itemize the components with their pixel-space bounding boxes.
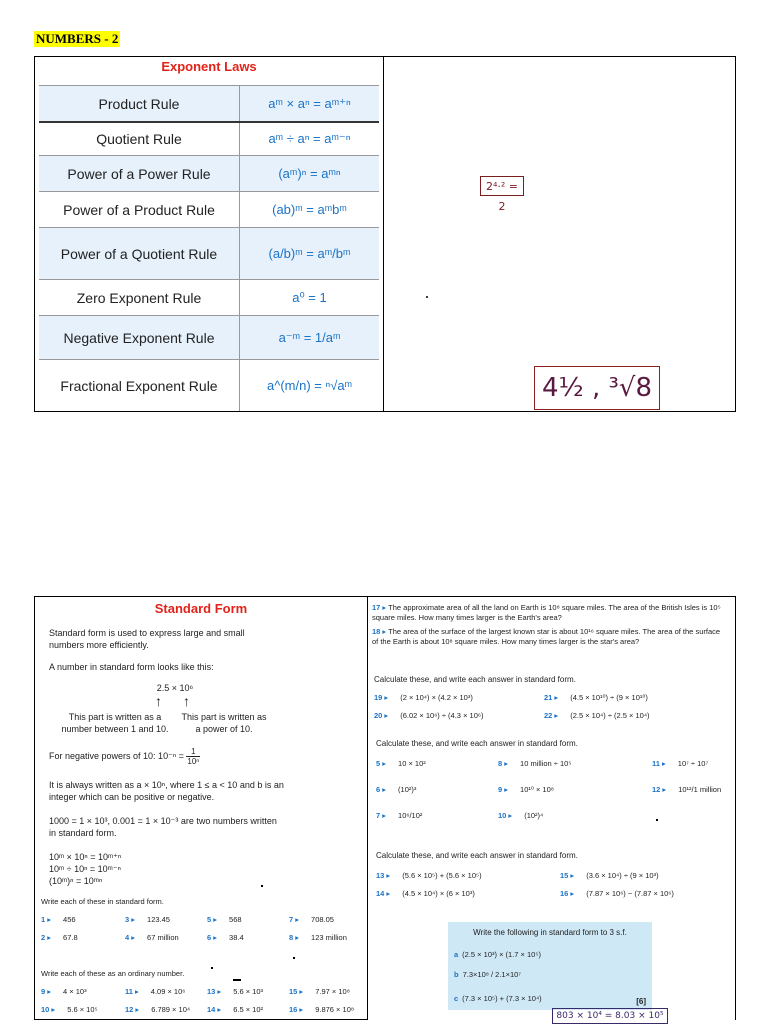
list-item: 9 ▸ 10¹⁰ × 10⁸ <box>498 785 554 794</box>
exponent-laws-frame <box>34 56 736 412</box>
negative-powers-line <box>49 747 289 766</box>
list-item: 22 ▸ (2.5 × 10⁴) ÷ (2.5 × 10⁴) <box>544 711 650 720</box>
negative-powers-fraction <box>186 747 200 766</box>
rule-formula: (a/b)ᵐ = aᵐ/bᵐ <box>239 228 379 279</box>
rule-formula: a⁰ = 1 <box>239 280 379 315</box>
part-left-text: This part is written as a number between 1 and 10. <box>61 712 169 734</box>
rule-name: Power of a Quotient Rule <box>60 245 218 262</box>
frame-divider <box>383 57 384 411</box>
rule-formula: aᵐ × aⁿ = aᵐ⁺ⁿ <box>239 86 379 121</box>
table-row <box>39 227 379 279</box>
table-row <box>39 359 379 411</box>
arrow-up-icon: ↑ <box>183 693 190 709</box>
rule-formula: a^(m/n) = ⁿ√aᵐ <box>239 360 379 411</box>
list-item: 10 ▸ (10²)⁴ <box>498 811 544 820</box>
rule-formula: (ab)ᵐ = aᵐbᵐ <box>239 192 379 227</box>
list-item: a (2.5 × 10³) × (1.7 × 10⁵) <box>454 950 541 959</box>
law-quotient: 10ᵐ ÷ 10ⁿ = 10ᵐ⁻ⁿ <box>49 864 121 874</box>
always-text: It is always written as a × 10ⁿ, where 1 ≤ a < 10 and b is an integer which can be positive or negative. <box>49 780 284 802</box>
list-item: 7 ▸ 10⁶/10² <box>376 811 423 820</box>
rule-formula: (aᵐ)ⁿ = aᵐⁿ <box>239 156 379 191</box>
box-title: Write the following in standard form to 3 s.f. <box>473 928 627 937</box>
handwritten-note-box: 4½ , ³√8 <box>534 366 660 410</box>
list-item: 8 ▸ 10 million ÷ 10⁵ <box>498 759 572 768</box>
intro-text: Standard form is used to express large and small numbers more efficiently. <box>49 628 245 650</box>
question-17: 17 ▸ The approximate area of all the land on Earth is 10⁸ square miles. The area of the British Isles is 10⁵ square miles. How many times larger is the Earth's area? <box>372 603 721 622</box>
standard-form-heading: Standard Form <box>154 601 248 616</box>
table-row <box>39 85 379 121</box>
list-item: 11 ▸ 10⁷ ÷ 10⁷ <box>652 759 709 768</box>
examples-text: 1000 = 1 × 10³, 0.001 = 1 × 10⁻³ are two numbers written in standard form. <box>49 816 277 838</box>
rule-name: Negative Exponent Rule <box>63 329 215 346</box>
rule-name: Power of a Power Rule <box>67 165 211 182</box>
instruction-calculate: Calculate these, and write each answer in standard form. <box>376 851 578 860</box>
list-item: 2 ▸ 67.8 <box>41 933 78 942</box>
arrow-up-icon: ↑ <box>155 693 162 709</box>
instruction-calculate: Calculate these, and write each answer in standard form. <box>374 675 576 684</box>
list-item: b 7.3×10⁸ / 2.1×10⁷ <box>454 970 522 979</box>
list-item: 16 ▸ (7.87 × 10⁶) − (7.87 × 10⁶) <box>560 889 674 898</box>
document-title: NUMBERS - 2 <box>36 31 119 46</box>
list-item: 13 ▸ (5.6 × 10⁵) + (5.6 × 10⁵) <box>376 871 482 880</box>
fraction-numerator: 1 <box>186 747 200 757</box>
list-item: 16 ▸ 9.876 × 10⁸ <box>289 1005 355 1014</box>
list-item: 5 ▸ 10 × 10² <box>376 759 426 768</box>
part-right-text: This part is written as a power of 10. <box>181 712 267 734</box>
question-18: 18 ▸ The area of the surface of the largest known star is about 10¹⁶ square miles. The area of the surface of the Earth is about 10⁸ square miles. How many times larger is the star's area? <box>372 627 721 646</box>
pen-dot <box>211 967 213 969</box>
negative-powers-label: For negative powers of 10: 10⁻ⁿ = <box>49 750 184 761</box>
rule-name: Quotient Rule <box>96 131 182 147</box>
list-item: 4 ▸ 67 million <box>125 933 179 942</box>
list-item: 9 ▸ 4 × 10³ <box>41 987 87 996</box>
list-item: 3 ▸ 123.45 <box>125 915 170 924</box>
list-item: 6 ▸ (10²)³ <box>376 785 417 794</box>
fraction-denominator: 10ⁿ <box>187 757 200 766</box>
marks-label: [6] <box>636 997 646 1006</box>
table-row <box>39 191 379 227</box>
list-item: 13 ▸ 5.6 × 10³ <box>207 987 264 996</box>
list-item: 1 ▸ 456 <box>41 915 76 924</box>
pen-dot <box>656 819 658 821</box>
list-item: 19 ▸ (2 × 10⁴) × (4.2 × 10³) <box>374 693 473 702</box>
list-item: 20 ▸ (6.02 × 10⁶) ÷ (4.3 × 10⁶) <box>374 711 484 720</box>
list-item: 10 ▸ 5.6 × 10⁵ <box>41 1005 98 1014</box>
pen-dot <box>426 296 428 298</box>
instruction-ordinary-number: Write each of these as an ordinary number. <box>41 969 185 978</box>
list-item: 8 ▸ 123 million <box>289 933 347 942</box>
list-item: 14 ▸ (4.5 × 10⁴) × (6 × 10³) <box>376 889 475 898</box>
table-row <box>39 315 379 359</box>
pen-dot <box>293 957 295 959</box>
law-product: 10ᵐ × 10ⁿ = 10ᵐ⁺ⁿ <box>49 852 122 862</box>
looks-like-text: A number in standard form looks like this: <box>49 662 214 672</box>
list-item: 12 ▸ 10¹²/1 million <box>652 785 722 794</box>
list-item: 21 ▸ (4.5 × 10¹⁰) ÷ (9 × 10¹⁰) <box>544 693 648 702</box>
list-item: 15 ▸ (3.6 × 10⁴) ÷ (9 × 10³) <box>560 871 659 880</box>
rule-name: Fractional Exponent Rule <box>60 377 218 394</box>
list-item: c (7.3 × 10⁵) + (7.3 × 10⁴) <box>454 994 542 1003</box>
exponent-laws-table <box>39 57 379 411</box>
handwritten-note-box: 803 × 10⁴ = 8.03 × 10⁵ <box>552 1008 668 1024</box>
handwritten-note-box: 2⁴·² = 2 <box>480 176 524 196</box>
law-power: (10ᵐ)ⁿ = 10ᵐⁿ <box>49 876 103 886</box>
list-item: 12 ▸ 6.789 × 10⁴ <box>125 1005 191 1014</box>
list-item: 6 ▸ 38.4 <box>207 933 244 942</box>
rule-formula: a⁻ᵐ = 1/aᵐ <box>239 316 379 359</box>
instruction-standard-form: Write each of these in standard form. <box>41 897 164 906</box>
table-row <box>39 279 379 315</box>
pen-dot <box>261 885 263 887</box>
list-item: 15 ▸ 7.97 × 10⁸ <box>289 987 350 996</box>
rule-name: Zero Exponent Rule <box>76 289 202 306</box>
standard-form-3sf-box <box>448 922 652 1010</box>
list-item: 11 ▸ 4.09 × 10⁶ <box>125 987 186 996</box>
pen-dash <box>233 979 241 981</box>
instruction-calculate: Calculate these, and write each answer in standard form. <box>376 739 578 748</box>
list-item: 7 ▸ 708.05 <box>289 915 334 924</box>
table-row <box>39 155 379 191</box>
list-item: 5 ▸ 568 <box>207 915 242 924</box>
example-number: 2.5 × 10⁶ <box>156 683 194 693</box>
table-row <box>39 121 379 155</box>
rule-formula: aᵐ ÷ aⁿ = aᵐ⁻ⁿ <box>239 123 379 155</box>
rule-name: Product Rule <box>98 95 180 112</box>
standard-form-panel <box>34 596 368 1020</box>
list-item: 14 ▸ 6.5 × 10² <box>207 1005 264 1014</box>
exponent-laws-heading: Exponent Laws <box>161 59 257 74</box>
rule-name: Power of a Product Rule <box>63 201 215 218</box>
